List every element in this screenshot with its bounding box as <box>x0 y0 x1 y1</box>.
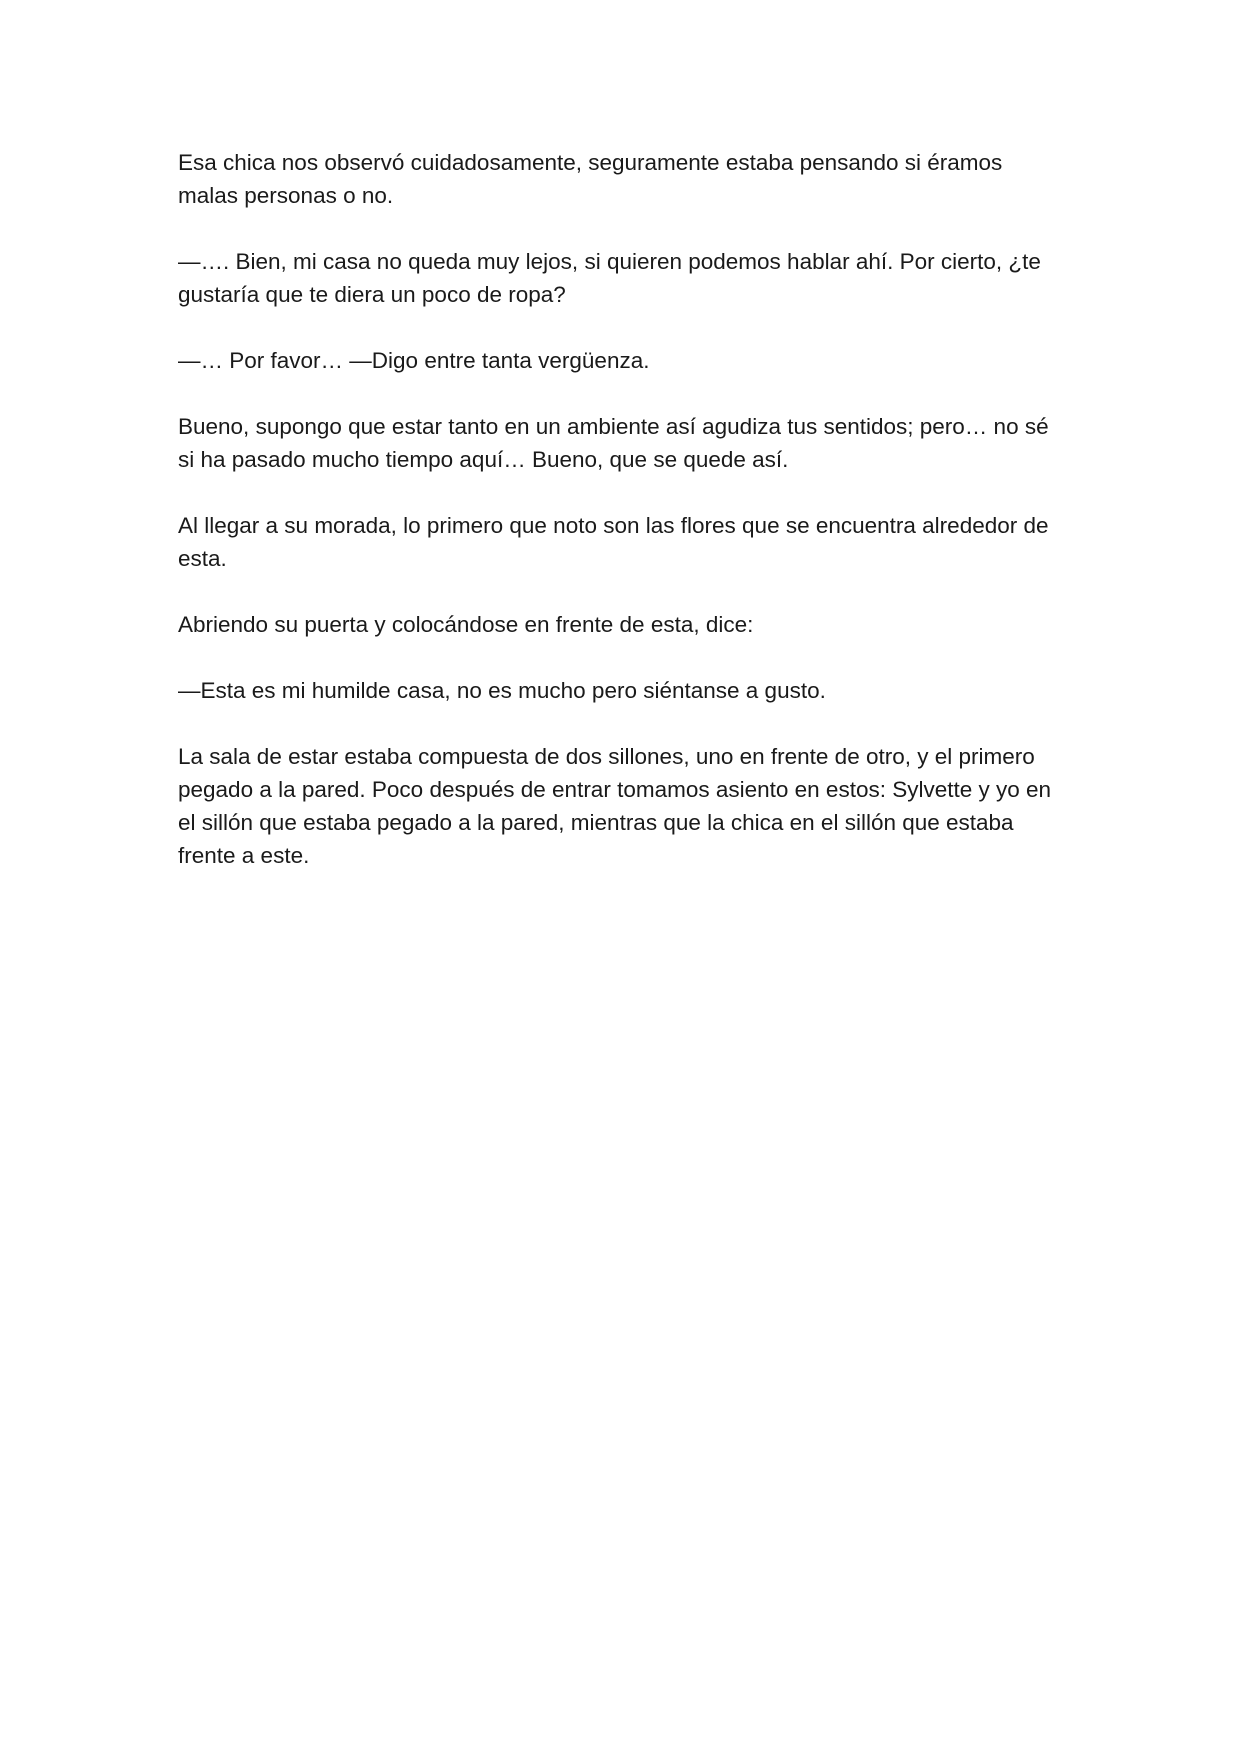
paragraph-3 <box>178 344 1078 377</box>
paragraph-5 <box>178 509 1078 575</box>
text-line: el sillón que estaba pegado a la pared, mientras que la chica en el sillón que estaba <box>178 810 1014 835</box>
text-line: Abriendo su puerta y colocándose en frente de esta, dice: <box>178 612 754 637</box>
text-line: esta. <box>178 546 227 571</box>
text-line: —Esta es mi humilde casa, no es mucho pero siéntanse a gusto. <box>178 678 826 703</box>
text-line: malas personas o no. <box>178 183 394 208</box>
paragraph-8 <box>178 740 1078 872</box>
body-text <box>178 146 1078 905</box>
text-line: gustaría que te diera un poco de ropa? <box>178 282 566 307</box>
text-line: si ha pasado mucho tiempo aquí… Bueno, que se quede así. <box>178 447 789 472</box>
paragraph-1 <box>178 146 1078 212</box>
paragraph-2 <box>178 245 1078 311</box>
paragraph-6 <box>178 608 1078 641</box>
text-line: Al llegar a su morada, lo primero que noto son las flores que se encuentra alrededor de <box>178 513 1049 538</box>
text-line: Bueno, supongo que estar tanto en un ambiente así agudiza tus sentidos; pero… no sé <box>178 414 1049 439</box>
text-line: La sala de estar estaba compuesta de dos sillones, uno en frente de otro, y el primero <box>178 744 1035 769</box>
text-line: —… Por favor… —Digo entre tanta vergüenza. <box>178 348 650 373</box>
text-line: Esa chica nos observó cuidadosamente, seguramente estaba pensando si éramos <box>178 150 1003 175</box>
text-line: frente a este. <box>178 843 310 868</box>
paragraph-4 <box>178 410 1078 476</box>
text-line: —…. Bien, mi casa no queda muy lejos, si quieren podemos hablar ahí. Por cierto, ¿te <box>178 249 1041 274</box>
paragraph-7 <box>178 674 1078 707</box>
text-line: pegado a la pared. Poco después de entrar tomamos asiento en estos: Sylvette y yo en <box>178 777 1052 802</box>
